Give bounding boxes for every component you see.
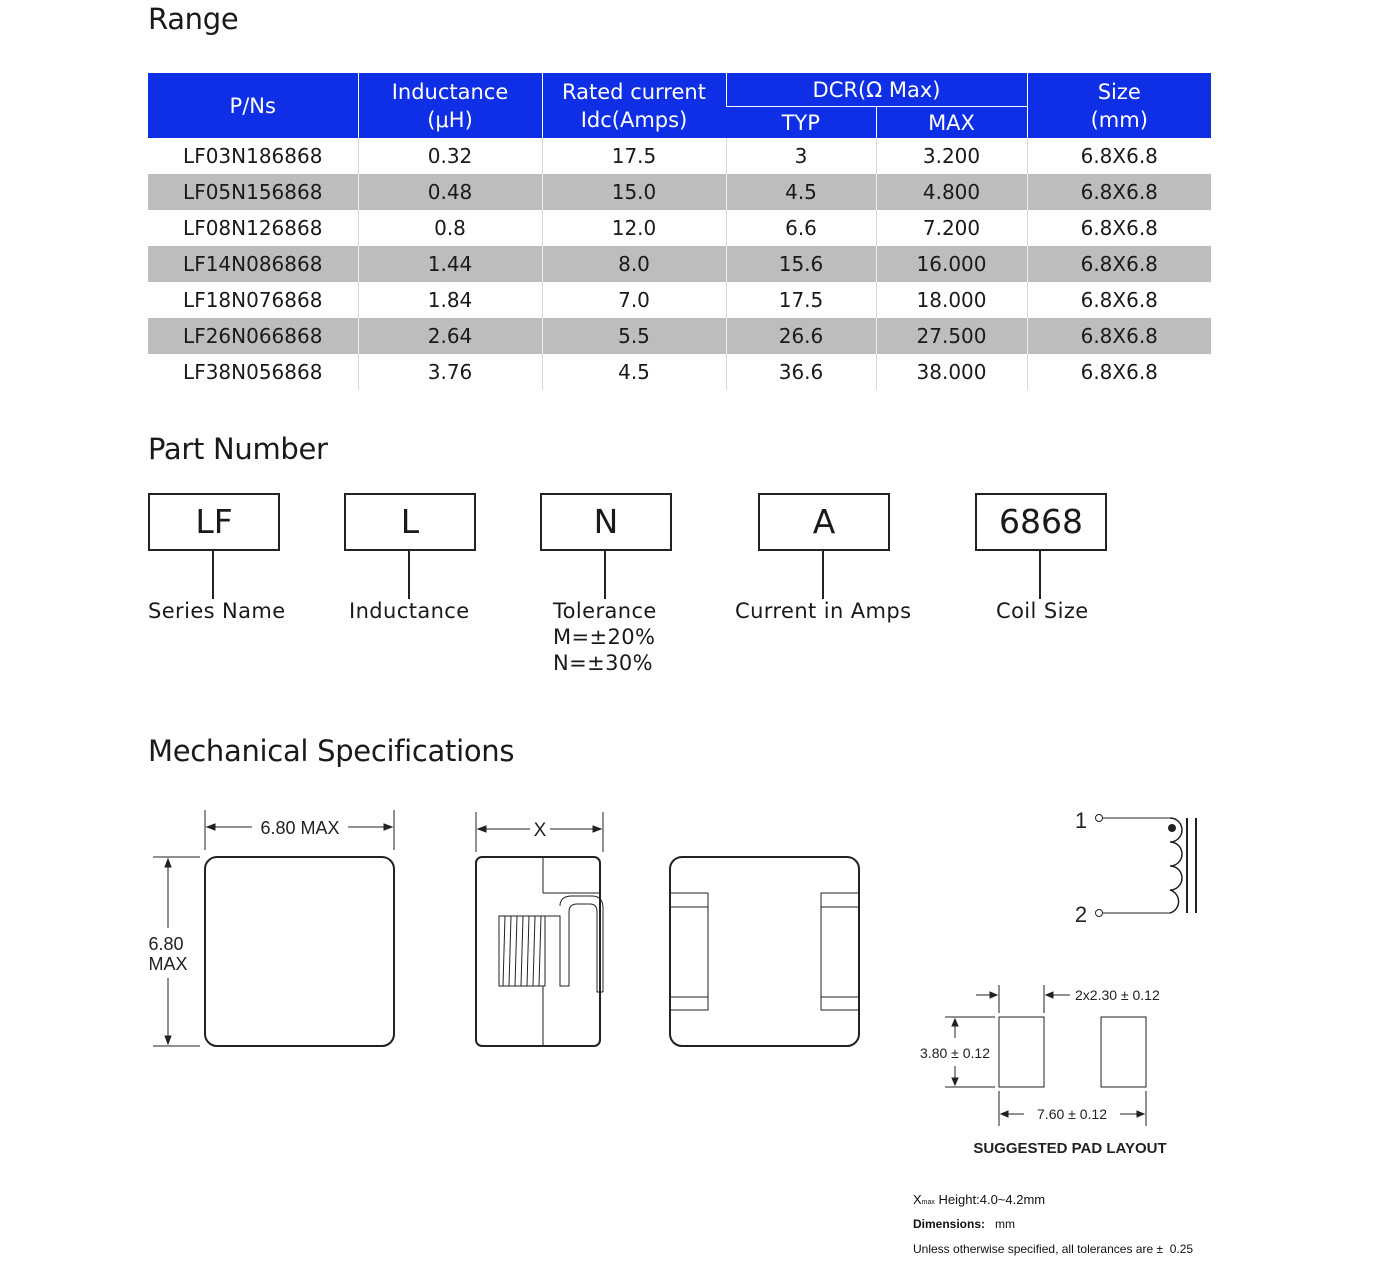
cell-pn: LF05N156868 [148,174,358,210]
cell-dcr-typ: 4.5 [726,174,876,210]
cell-dcr-typ: 15.6 [726,246,876,282]
tolerance-m-detail: M=±20% [553,625,656,649]
side-view-outline [476,857,600,1046]
cell-current: 17.5 [542,138,726,174]
bottom-view-outline [670,857,859,1046]
arrowhead [478,826,486,832]
arrowhead [952,1078,958,1085]
cell-dcr-max: 3.200 [876,138,1027,174]
inductance-label: Inductance [349,599,470,623]
cell-dcr-max: 18.000 [876,282,1027,318]
coil-size-code-box: 6868 [975,493,1107,551]
coil-symbol [1170,818,1182,913]
coil-size-label: Coil Size [996,599,1089,623]
height-dimension-label-max: MAX [148,954,188,974]
cell-dcr-typ: 36.6 [726,354,876,390]
cell-current: 4.5 [542,354,726,390]
cell-current: 5.5 [542,318,726,354]
cell-dcr-max: 4.800 [876,174,1027,210]
cell-current: 15.0 [542,174,726,210]
cell-current: 12.0 [542,210,726,246]
cell-inductance: 0.8 [358,210,542,246]
cell-pn: LF26N066868 [148,318,358,354]
cell-dcr-max: 38.000 [876,354,1027,390]
tolerance-label: Tolerance M=±20% N=±30% [553,599,657,675]
arrowhead [952,1019,958,1026]
cell-current: 7.0 [542,282,726,318]
arrowhead [207,824,215,830]
part-number-title: Part Number [148,432,328,466]
cell-dcr-typ: 26.6 [726,318,876,354]
cell-inductance: 1.84 [358,282,542,318]
pin-1-terminal [1096,815,1103,822]
header-inductance: Inductance (μH) [358,73,542,138]
header-dcr-max: MAX [876,107,1027,139]
pad-left [999,1017,1044,1087]
terminal-outline [670,893,708,1010]
cell-inductance: 2.64 [358,318,542,354]
series-name-label: Series Name [148,599,286,623]
width-dimension-label: 6.80 MAX [260,818,340,838]
header-size: Size (mm) [1027,73,1211,138]
cell-inductance: 1.44 [358,246,542,282]
pad-spacing-label: 7.60 ± 0.12 [1037,1106,1107,1122]
arrowhead [990,992,997,998]
inductance-code-box: L [344,493,476,551]
lead-wire [545,904,603,992]
current-label: Current in Amps [735,599,912,623]
pin-2-terminal [1096,910,1103,917]
cell-dcr-typ: 3 [726,138,876,174]
cell-pn: LF08N126868 [148,210,358,246]
terminal-inner [670,907,708,997]
arrowhead [1137,1111,1144,1117]
cell-size: 6.8X6.8 [1027,282,1211,318]
side-dimension-label: X [533,820,547,841]
height-dimension-label: 6.80 [148,934,184,954]
cell-size: 6.8X6.8 [1027,210,1211,246]
terminal-outline [821,893,859,1010]
cell-dcr-typ: 6.6 [726,210,876,246]
cell-inductance: 3.76 [358,354,542,390]
range-title: Range [148,2,239,36]
polarity-dot [1169,825,1176,832]
dimensions-note: Dimensions: mm [913,1217,1016,1231]
cell-size: 6.8X6.8 [1027,174,1211,210]
top-view-outline [205,857,394,1046]
cell-pn: LF03N186868 [148,138,358,174]
current-code-box: A [758,493,890,551]
cell-dcr-max: 16.000 [876,246,1027,282]
pad-layout-title: SUGGESTED PAD LAYOUT [973,1140,1167,1157]
cell-dcr-max: 27.500 [876,318,1027,354]
mechanical-title: Mechanical Specifications [148,734,515,768]
cell-pn: LF14N086868 [148,246,358,282]
header-dcr: DCR(Ω Max) [726,73,1027,107]
arrowhead [165,1036,171,1044]
cell-pn: LF38N056868 [148,354,358,390]
cell-size: 6.8X6.8 [1027,246,1211,282]
cell-size: 6.8X6.8 [1027,354,1211,390]
cell-inductance: 0.48 [358,174,542,210]
tolerance-n-detail: N=±30% [553,651,653,675]
pad-width-label: 2x2.30 ± 0.12 [1075,987,1160,1003]
pad-height-label: 3.80 ± 0.12 [920,1045,990,1061]
header-rated-current: Rated current Idc(Amps) [542,73,726,138]
height-note: Xmax Height:4.0~4.2mm [913,1192,1046,1207]
cell-size: 6.8X6.8 [1027,138,1211,174]
series-code-box: LF [148,493,280,551]
tolerance-note: Unless otherwise specified, all tolerances are ± 0.25 [913,1242,1194,1256]
arrowhead [1001,1111,1008,1117]
cell-pn: LF18N076868 [148,282,358,318]
cell-dcr-max: 7.200 [876,210,1027,246]
pad-right [1101,1017,1146,1087]
arrowhead [1046,992,1053,998]
terminal-inner [821,907,859,997]
cell-dcr-typ: 17.5 [726,282,876,318]
cell-current: 8.0 [542,246,726,282]
tolerance-code-box: N [540,493,672,551]
pin-2-label: 2 [1074,902,1088,927]
header-pns: P/Ns [148,73,358,138]
pin-1-label: 1 [1074,808,1088,833]
header-dcr-typ: TYP [726,107,876,139]
cell-inductance: 0.32 [358,138,542,174]
winding-hatch [503,916,541,986]
arrowhead [384,824,392,830]
arrowhead [593,826,601,832]
cell-size: 6.8X6.8 [1027,318,1211,354]
arrowhead [165,859,171,867]
